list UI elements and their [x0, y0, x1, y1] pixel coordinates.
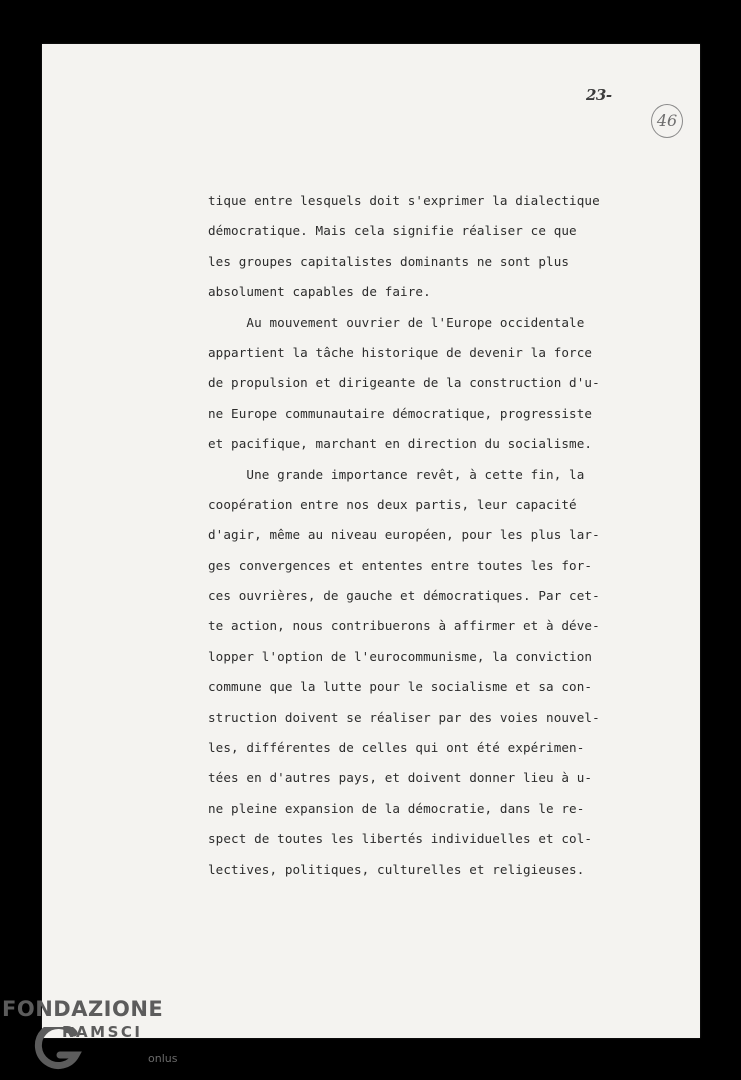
text-line: les groupes capitalistes dominants ne sont plus [208, 253, 570, 269]
document-page [42, 44, 700, 1038]
text-line: ne Europe communautaire démocratique, progressiste [208, 405, 593, 421]
text-line: lopper l'option de l'eurocommunisme, la conviction [208, 648, 593, 664]
text-line: Au mouvement ouvrier de l'Europe occidentale [208, 314, 585, 330]
text-line: commune que la lutte pour le socialisme et sa con- [208, 679, 593, 695]
text-line: tique entre lesquels doit s'exprimer la dialectique [208, 193, 600, 208]
text-line: de propulsion et dirigeante de la construction d'u- [208, 375, 600, 391]
text-line: les, différentes de celles qui ont été expérimen- [208, 740, 585, 756]
text-line: et pacifique, marchant en direction du socialisme. [208, 436, 593, 452]
text-line: tées en d'autres pays, et doivent donner lieu à u- [208, 770, 593, 786]
text-line: ges convergences et ententes entre toutes les for- [208, 557, 593, 573]
text-line: struction doivent se réaliser par des voies nouvel- [208, 709, 600, 725]
text-line: ne pleine expansion de la démocratie, dans le re- [208, 800, 585, 816]
typed-text-block [208, 186, 648, 885]
text-line: coopération entre nos deux partis, leur capacité [208, 496, 577, 512]
folio-number: 46 [651, 104, 683, 138]
text-line: absolument capables de faire. [208, 284, 431, 300]
logo-onlus: onlus [148, 1052, 178, 1065]
text-line: ces ouvrières, de gauche et démocratiques. Par cet- [208, 588, 600, 604]
text-line: te action, nous contribuerons à affirmer et à déve- [208, 618, 600, 634]
text-line: démocratique. Mais cela signifie réaliser ce que [208, 223, 577, 239]
fondazione-gramsci-logo [2, 997, 187, 1077]
text-line: appartient la tâche historique de devenir la force [208, 344, 593, 360]
logo-subtitle: RAMSCI [62, 1023, 143, 1041]
text-line: d'agir, même au niveau européen, pour les plus lar- [208, 527, 600, 543]
text-line: spect de toutes les libertés individuelles et col- [208, 831, 593, 847]
logo-title: FONDAZIONE [2, 997, 164, 1021]
text-line: lectives, politiques, culturelles et religieuses. [208, 861, 585, 877]
page-number: 23- [586, 86, 612, 104]
text-line: Une grande importance revêt, à cette fin, la [208, 466, 585, 482]
